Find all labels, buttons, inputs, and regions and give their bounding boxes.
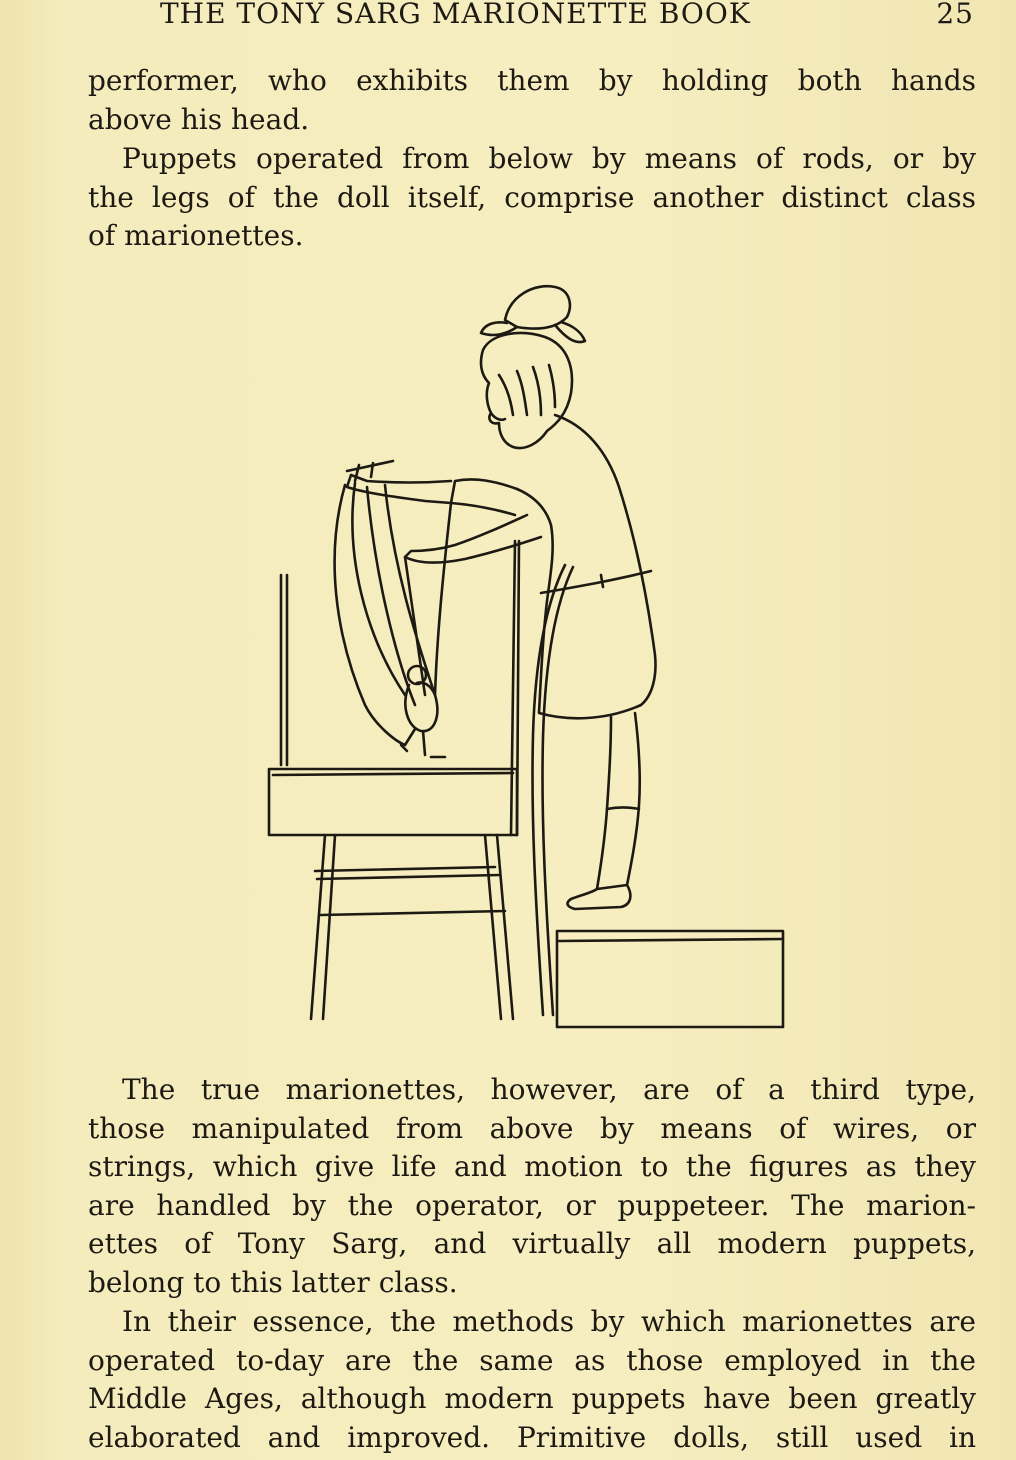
text-line: operated to-day are the same as those employed in the <box>88 1343 976 1377</box>
text-line: performer, who exhibits them by holding both hands <box>88 64 976 97</box>
text-line: above his head. <box>88 102 310 136</box>
girl-arm-upper <box>451 479 517 515</box>
text-line: of marionettes. <box>88 219 304 252</box>
girl-arm-lower <box>405 515 541 563</box>
text-line: In their essence, the methods by which marionettes are <box>122 1305 976 1338</box>
marionette-controller <box>347 461 393 481</box>
text-line: Middle Ages, although modern puppets have been greatly <box>88 1382 976 1415</box>
chair-back <box>511 541 515 835</box>
girl-with-marionette-illustration <box>255 275 805 1035</box>
text-line: the legs of the doll itself, comprise another distinct class <box>88 180 976 214</box>
paragraph-1 <box>88 62 976 139</box>
text-line: The true marionettes, however, are of a third type, <box>122 1073 976 1106</box>
step-stool <box>557 931 783 1027</box>
marionette-strings <box>352 483 451 705</box>
page-number: 25 <box>936 0 974 30</box>
table-legs <box>311 835 513 1019</box>
text-line: those manipulated from above by means of wires, or <box>88 1111 976 1145</box>
girl-leg <box>597 713 640 889</box>
text-line: elaborated and improved. Primitive dolls, still used in <box>88 1420 976 1454</box>
text-line: ettes of Tony Sarg, and virtually all modern puppets, <box>88 1227 976 1260</box>
text-line: belong to this latter class. <box>88 1265 458 1299</box>
book-title: THE TONY SARG MARIONETTE BOOK <box>160 0 751 30</box>
text-line: are handled by the operator, or puppeteer. The marion- <box>88 1188 976 1222</box>
text-line: strings, which give life and motion to the figures as they <box>88 1150 976 1183</box>
running-head <box>160 0 980 34</box>
paragraph-4 <box>88 1303 976 1457</box>
paragraph-2 <box>88 140 976 256</box>
stage-platform <box>269 769 517 835</box>
girl-head <box>481 333 572 448</box>
text-line: Puppets operated from below by means of rods, or by <box>122 142 976 175</box>
paragraph-3 <box>88 1071 976 1302</box>
